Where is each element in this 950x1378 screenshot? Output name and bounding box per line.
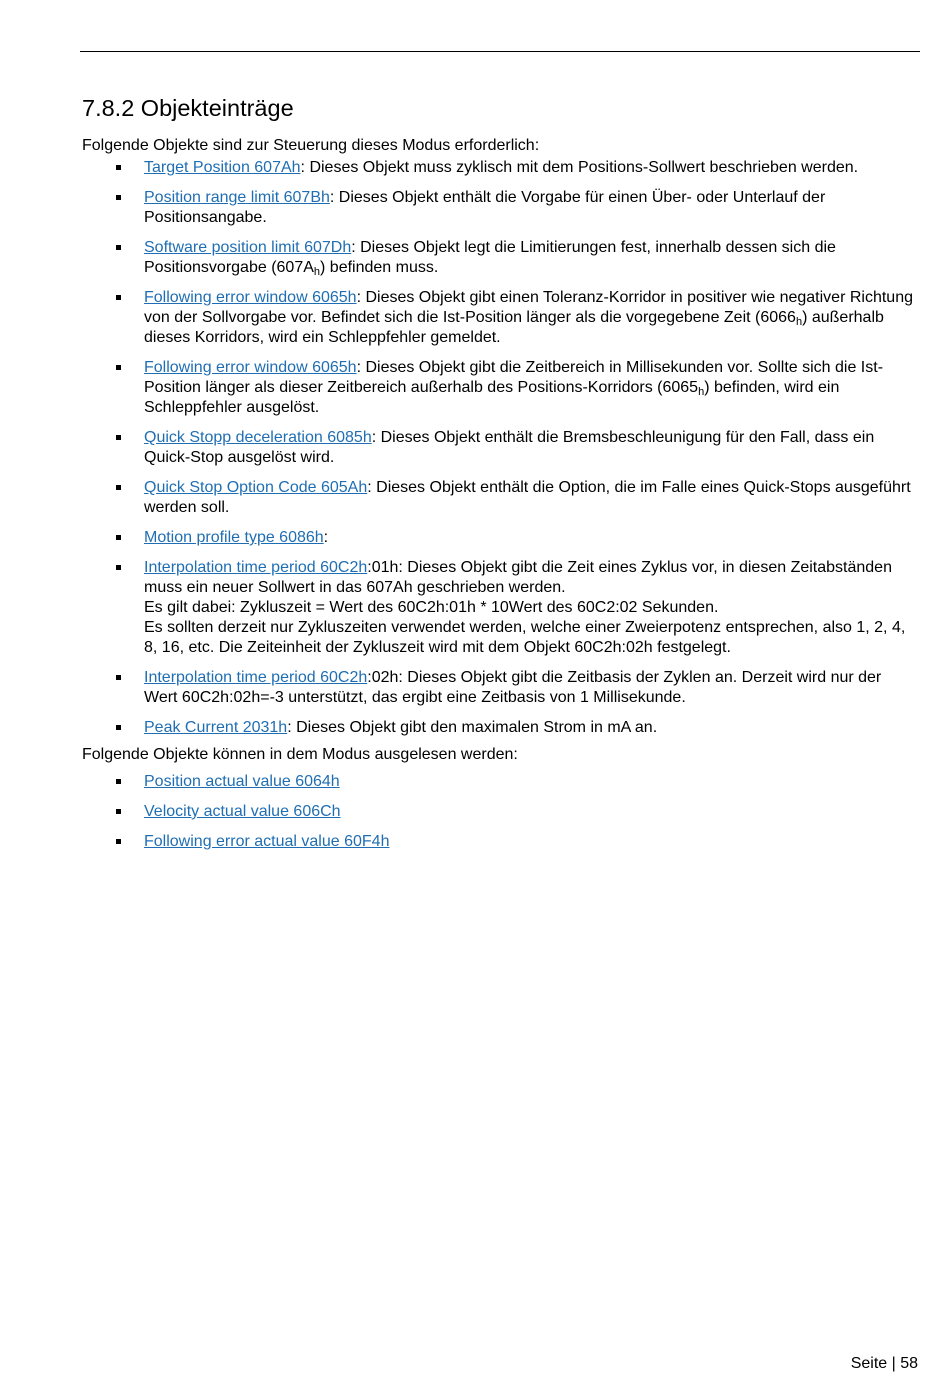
bullet-icon [116,839,121,844]
item-description: : Dieses Objekt gibt den maximalen Strom in mA an. [287,719,658,736]
list-item [82,288,918,348]
note-line: Es sollten derzeit nur Zykluszeiten verwendet werden, welche einer Zweierpotenz entsprechen, also 1, 2, 4, 8, 16, etc. Die Zeiteinheit der Zykluszeit wird mit dem Objekt 60C2h:02h festgelegt. [144,619,906,656]
list-item [82,478,918,518]
subscript: h [313,266,321,278]
object-link[interactable]: Software position limit 607Dh [144,239,352,256]
list-item [82,802,918,822]
bullet-icon [116,435,121,440]
bullet-icon [116,675,121,680]
object-link[interactable]: Quick Stop Option Code 605Ah [144,479,368,496]
item-description: : Dieses Objekt gibt einen Toleranz-Korridor in positiver wie negativer Richtung von der Sollvorgabe vor. Befindet sich die Ist-Position länger als die vorgegebene Zeit (6066 [144,289,913,326]
item-description: :02h: Dieses Objekt gibt die Zeitbasis der Zyklen an. Derzeit wird nur der Wert 60C2h:02h=-3 unterstützt, das ergibt eine Zeitbasis von 1 Millisekunde. [144,669,882,706]
bullet-icon [116,725,121,730]
page-number: Seite | 58 [850,1355,918,1372]
object-link[interactable]: Velocity actual value 606Ch [144,803,341,820]
bullet-icon [116,245,121,250]
page-content [82,93,918,862]
object-link[interactable]: Motion profile type 6086h [144,529,324,546]
bullet-icon [116,485,121,490]
object-link[interactable]: Position range limit 607Bh [144,189,330,206]
item-description: : Dieses Objekt enthält die Option, die im Falle eines Quick-Stops ausgeführt werden soll. [144,479,911,516]
object-link[interactable]: Following error actual value 60F4h [144,833,390,850]
object-link[interactable]: Position actual value 6064h [144,773,340,790]
section-heading: 7.8.2 Objekteinträge [82,95,294,121]
object-link[interactable]: Peak Current 2031h [144,719,288,736]
list-item [82,358,918,418]
bullet-icon [116,195,121,200]
list-item [82,188,918,228]
bullet-icon [116,295,121,300]
item-description: : Dieses Objekt enthält die Vorgabe für einen Über- oder Unterlauf der Positionsangabe. [144,189,826,226]
bullet-icon [116,365,121,370]
item-description: : [323,529,329,546]
readable-intro-text: Folgende Objekte können in dem Modus ausgelesen werden: [82,746,518,763]
bullet-icon [116,535,121,540]
item-description-end: ) außerhalb dieses Korridors, wird ein Schleppfehler gemeldet. [144,309,884,346]
required-objects-list [82,158,918,738]
object-link[interactable]: Quick Stopp deceleration 6085h [144,429,372,446]
list-item [82,718,918,738]
object-link[interactable]: Following error window 6065h [144,289,357,306]
list-item [82,832,918,852]
object-link[interactable]: Interpolation time period 60C2h [144,559,368,576]
list-item [82,528,918,548]
subscript: h [795,316,803,328]
item-description: :01h: Dieses Objekt gibt die Zeit eines Zyklus vor, in diesen Zeitabständen muss ein neuer Sollwert in das 607Ah geschrieben werden. [144,559,892,596]
header-rule [80,51,920,52]
object-link[interactable]: Target Position 607Ah [144,159,301,176]
item-description: : Dieses Objekt enthält die Bremsbeschleunigung für den Fall, dass ein Quick-Stop ausgelöst wird. [144,429,875,466]
list-item [82,158,918,178]
bullet-icon [116,165,121,170]
bullet-icon [116,809,121,814]
object-link[interactable]: Interpolation time period 60C2h [144,669,368,686]
formula-line: Es gilt dabei: Zykluszeit = Wert des 60C2h:01h * 10Wert des 60C2:02 Sekunden. [144,599,719,616]
subscript: h [698,386,705,398]
item-description-end: ) befinden muss. [320,259,439,276]
bullet-icon [116,565,121,570]
item-description: : Dieses Objekt muss zyklisch mit dem Positions-Sollwert beschrieben werden. [300,159,859,176]
bullet-icon [116,779,121,784]
readable-objects-list [82,772,918,852]
item-description: : Dieses Objekt gibt die Zeitbereich in Millisekunden vor. Sollte sich die Ist-Position länger als dieser Zeitbereich außerhalb des Positions-Korridors (6065 [144,359,884,396]
intro-text: Folgende Objekte sind zur Steuerung dieses Modus erforderlich: [82,137,540,154]
item-description-end: ) befinden, wird ein Schleppfehler ausgelöst. [144,379,840,416]
list-item [82,428,918,468]
list-item [82,772,918,792]
list-item [82,238,918,278]
item-description: : Dieses Objekt legt die Limitierungen fest, innerhalb dessen sich die Positionsvorgabe (607A [144,239,836,276]
list-item [82,558,918,658]
object-link[interactable]: Following error window 6065h [144,359,357,376]
list-item [82,668,918,708]
